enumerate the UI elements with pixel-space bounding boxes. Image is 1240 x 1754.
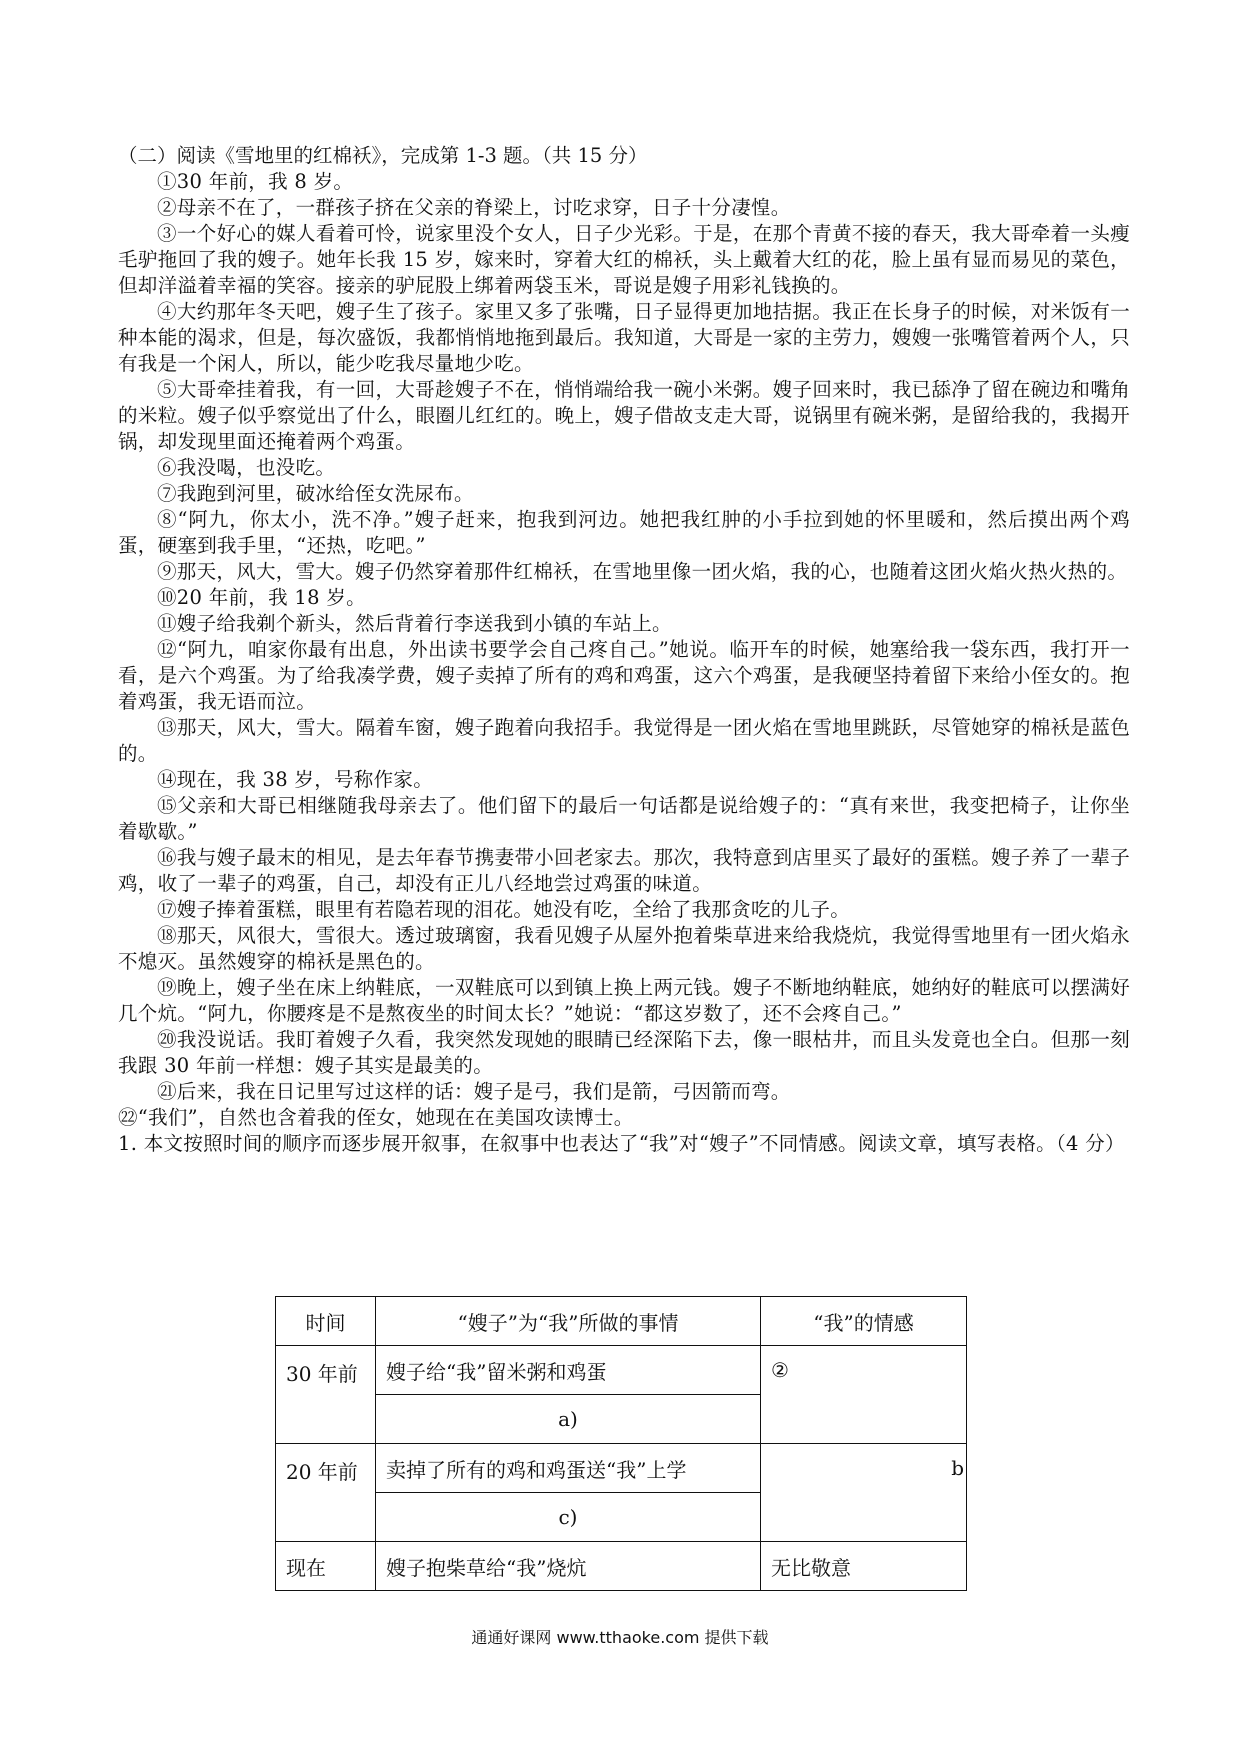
row-time: 20 年前 <box>276 1444 376 1542</box>
row-deed: 嫂子抱柴草给“我”烧炕 <box>376 1542 761 1591</box>
table-row <box>276 1542 967 1591</box>
paragraph: ⑱那天，风很大，雪很大。透过玻璃窗，我看见嫂子从屋外抱着柴草进来给我烧炕，我觉得雪地里有一团火焰永不熄灭。虽然嫂穿的棉袄是黑色的。 <box>118 924 1130 973</box>
paragraph: ④大约那年冬天吧，嫂子生了孩子。家里又多了张嘴，日子显得更加地拮据。我正在长身子的时候，对米饭有一种本能的渴求，但是，每次盛饭，我都悄悄地拖到最后。我知道，大哥是一家的主劳力，嫂嫂一张嘴管着两个人，只有我是一个闲人，所以，能少吃我尽量地少吃。 <box>118 300 1130 375</box>
paragraph: ⑧“阿九，你太小，洗不净。”嫂子赶来，抱我到河边。她把我红肿的小手拉到她的怀里暖和，然后摸出两个鸡蛋，硬塞到我手里，“还热，吃吧。” <box>118 508 1130 557</box>
table-header-row <box>276 1297 967 1346</box>
paragraph: ⑯我与嫂子最末的相见，是去年春节携妻带小回老家去。那次，我特意到店里买了最好的蛋糕。嫂子养了一辈子鸡，收了一辈子的鸡蛋，自己，却没有正儿八经地尝过鸡蛋的味道。 <box>118 846 1130 895</box>
row-feeling: 无比敬意 <box>761 1542 967 1591</box>
paragraph: ⑥我没喝，也没吃。 <box>157 456 336 479</box>
question-1: 1. 本文按照时间的顺序而逐步展开叙事，在叙事中也表达了“我”对“嫂子”不同情感。阅读文章，填写表格。（4 分） <box>118 1132 1125 1155</box>
table-row <box>276 1346 967 1395</box>
row-feeling: ② <box>761 1346 967 1444</box>
paragraph: ⑦我跑到河里，破冰给侄女洗尿布。 <box>157 482 474 505</box>
paragraph-list <box>118 169 1130 1105</box>
paragraph: ⑨那天，风大，雪大。嫂子仍然穿着那件红棉袄，在雪地里像一团火焰，我的心，也随着这团火焰火热火热的。 <box>157 560 1128 583</box>
paragraph: ㉑后来，我在日记里写过这样的话：嫂子是弓，我们是箭，弓因箭而弯。 <box>157 1080 791 1103</box>
answer-table <box>275 1296 967 1591</box>
paragraph: ②母亲不在了，一群孩子挤在父亲的脊梁上，讨吃求穿，日子十分凄惶。 <box>157 196 791 219</box>
paragraph: ⑲晚上，嫂子坐在床上纳鞋底，一双鞋底可以到镇上换上两元钱。嫂子不断地纳鞋底，她纳好的鞋底可以摆满好几个炕。“阿九，你腰疼是不是熬夜坐的时间太长？”她说：“都这岁数了，还不会疼自己。” <box>118 976 1130 1025</box>
paragraph: ⑪嫂子给我剃个新头，然后背着行李送我到小镇的车站上。 <box>157 612 672 635</box>
paragraph: ⑬那天，风大，雪大。隔着车窗，嫂子跑着向我招手。我觉得是一团火焰在雪地里跳跃，尽管她穿的棉袄是蓝色的。 <box>118 716 1130 765</box>
blank-c: c) <box>376 1493 761 1542</box>
paragraph: ⑭现在，我 38 岁，号称作家。 <box>157 768 434 791</box>
row-deed: 嫂子给“我”留米粥和鸡蛋 <box>376 1346 761 1395</box>
paragraph: ⑳我没说话。我盯着嫂子久看，我突然发现她的眼睛已经深陷下去，像一眼枯井，而且头发竟也全白。但那一刻我跟 30 年前一样想：嫂子其实是最美的。 <box>118 1028 1130 1077</box>
paragraph: ⑩20 年前，我 18 岁。 <box>157 586 366 609</box>
row-time: 30 年前 <box>276 1346 376 1444</box>
paragraph: ⑮父亲和大哥已相继随我母亲去了。他们留下的最后一句话都是说给嫂子的：“真有来世，我变把椅子，让你坐着歇歇。” <box>118 794 1130 843</box>
header-deeds: “嫂子”为“我”所做的事情 <box>376 1297 761 1346</box>
paragraph: ⑰嫂子捧着蛋糕，眼里有若隐若现的泪花。她没有吃，全给了我那贪吃的儿子。 <box>157 898 851 921</box>
article-body <box>118 143 1130 1157</box>
paragraph: ⑤大哥牵挂着我，有一回，大哥趁嫂子不在，悄悄端给我一碗小米粥。嫂子回来时，我已舔净了留在碗边和嘴角的米粒。嫂子似乎察觉出了什么，眼圈儿红红的。晚上，嫂子借故支走大哥，说锅里有碗米粥，是留给我的，我揭开锅，却发现里面还掩着两个鸡蛋。 <box>118 378 1130 453</box>
paragraph: ⑫“阿九，咱家你最有出息，外出读书要学会自己疼自己。”她说。临开车的时候，她塞给我一袋东西，我打开一看，是六个鸡蛋。为了给我凑学费，嫂子卖掉了所有的鸡和鸡蛋，这六个鸡蛋，是我硬坚持着留下来给小侄女的。抱着鸡蛋，我无语而泣。 <box>118 638 1130 713</box>
table-row <box>276 1444 967 1493</box>
blank-a: a) <box>376 1395 761 1444</box>
paragraph-last: ㉒“我们”，自然也含着我的侄女，她现在在美国攻读博士。 <box>118 1106 634 1129</box>
header-time: 时间 <box>276 1297 376 1346</box>
section-title: （二）阅读《雪地里的红棉袄》，完成第 1-3 题。（共 15 分） <box>118 144 648 167</box>
blank-b: b <box>761 1444 967 1542</box>
footer-credit: 通通好课网 www.tthaoke.com 提供下载 <box>471 1628 769 1647</box>
paragraph: ③一个好心的媒人看着可怜，说家里没个女人，日子少光彩。于是，在那个青黄不接的春天，我大哥牵着一头瘦毛驴拖回了我的嫂子。她年长我 15 岁，嫁来时，穿着大红的棉袄，头上戴着大红的花，脸上虽有显而易见的菜色，但却洋溢着幸福的笑容。接亲的驴屁股上绑着两袋玉米，哥说是嫂子用彩礼钱换的。 <box>118 222 1130 297</box>
header-feeling: “我”的情感 <box>761 1297 967 1346</box>
paragraph: ①30 年前，我 8 岁。 <box>157 170 354 193</box>
row-time: 现在 <box>276 1542 376 1591</box>
row-deed: 卖掉了所有的鸡和鸡蛋送“我”上学 <box>376 1444 761 1493</box>
